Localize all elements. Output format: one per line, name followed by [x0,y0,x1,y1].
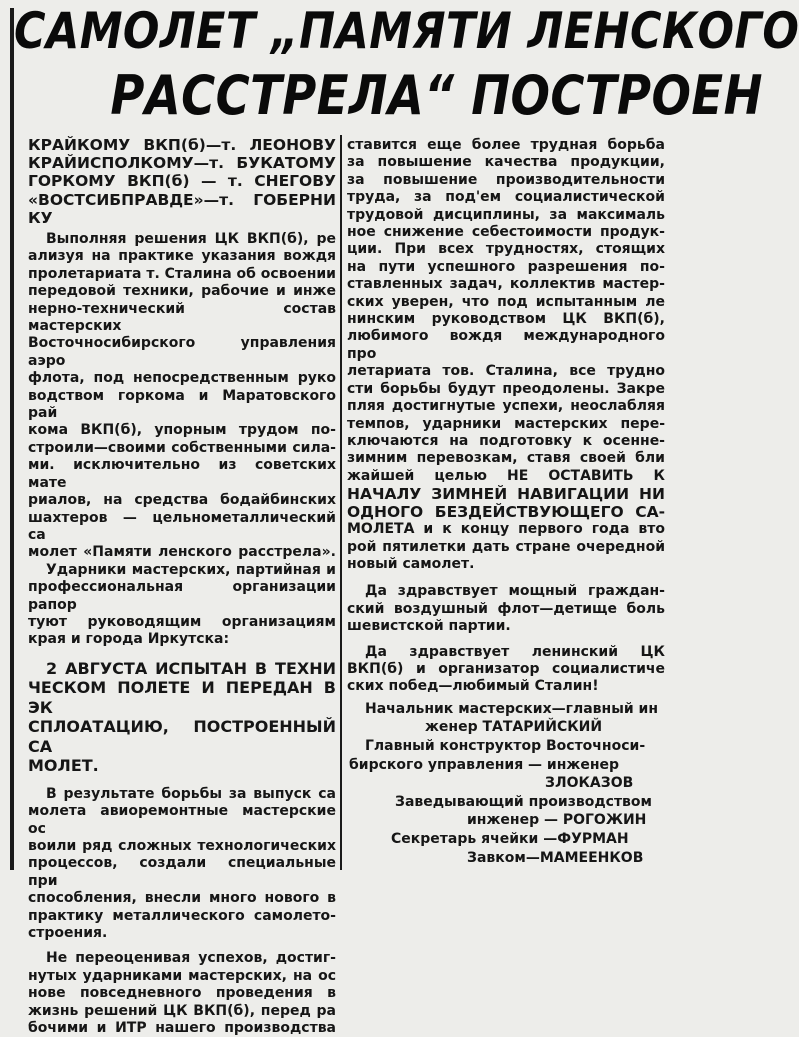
addressee-line: «ВОСТСИБПРАВДЕ»—т. ГОБЕРНИ [28,190,336,209]
text-line: способления, внесли много нового в [28,890,336,907]
text-line: рой пятилетки дать стране очередной [347,538,665,555]
paragraph-tasks [347,137,665,485]
paragraph-report [28,231,336,649]
text-line: пролетариата т. Сталина об освоении [28,265,336,282]
signature-line: инженер — РОГОЖИН [467,812,647,829]
text-line: молет «Памяти ленского расстрела». [28,544,336,561]
text-line: профессиональная организации рапор [28,579,336,613]
text-line: нутых ударниками мастерских, на ос [28,967,336,984]
text-line: любимого вождя международного про [347,328,665,362]
text-line: пляя достигнутые успехи, неослабляя [347,398,665,415]
text-line: воили ряд сложных технологических [28,837,336,854]
text-line: летариата тов. Сталина, все трудно [347,363,665,380]
text-line: зимним перевозкам, ставя своей бли [347,450,665,467]
pledge-line: НАЧАЛУ ЗИМНЕЙ НАВИГАЦИИ НИ [347,485,665,504]
signature-line: Секретарь ячейки —ФУРМАН [391,830,629,847]
text-line: ции. При всех трудностях, стоящих [347,241,665,258]
text-line: молета авиоремонтные мастерские ос [28,803,336,837]
text-line: бочими и ИТР нашего производства [28,1020,336,1037]
signature-line: Заведывающий производством [395,793,652,810]
text-line: флота, под непосредственным руко [28,370,336,387]
addressee-line: КРАЙИСПОЛКОМУ—т. БУКАТОМУ [28,154,336,173]
text-line: В результате борьбы за выпуск са [46,785,336,802]
text-line: за повышение качества продукции, [347,154,665,171]
text-line: ВКП(б) и организатор социалистиче [347,660,665,677]
text-line: Ударники мастерских, партийная и [46,561,336,578]
text-line: ских уверен, что под испытанным ле [347,293,665,310]
text-line: ских побед—любимый Сталин! [347,678,599,695]
addressee-line: КУ [28,208,53,227]
text-line: строения. [28,925,108,942]
text-line: трудовой дисциплины, за максималь [347,206,665,223]
announcement-line: СПЛОАТАЦИЮ, ПОСТРОЕННЫЙ СА [28,717,336,756]
text-line: ставится еще более трудная борьба [347,137,665,153]
signature-line: Главный конструктор Восточноси- [365,737,646,754]
text-line: практику металлического самолето- [28,907,336,924]
text-line: ализуя на практике указания вождя [28,248,336,265]
slogan-air-fleet [347,583,665,635]
text-line: Восточносибирского управления аэро [28,335,336,369]
pledge-line: ОДНОГО БЕЗДЕЙСТВУЮЩЕГО СА- [347,503,665,522]
text-line: ное снижение себестоимости продук- [347,224,665,241]
text-line: ставленных задач, коллектив мастер- [347,276,665,293]
text-line: края и города Иркутска: [28,631,230,648]
text-line: МОЛЕТА и к концу первого года вто [347,521,665,538]
text-line: процессов, создали специальные при [28,855,336,889]
text-line: шахтеров — цельнометаллический са [28,509,336,543]
signature-line: Завком—МАМЕЕНКОВ [467,849,644,866]
text-line: шевистской партии. [347,618,511,635]
paragraph-results [28,786,336,943]
text-line: туют руководящим организациям [28,613,336,630]
signature-line: бирского управления — инженер [349,756,620,773]
text-line: новый самолет. [347,555,475,572]
text-line: Да здравствует мощный граждан- [365,583,665,600]
slogan-central-committee [347,644,665,696]
text-line: нинским руководством ЦК ВКП(б), [347,311,665,328]
announcement-block [28,659,336,776]
text-line: Выполняя решения ЦК ВКП(б), ре [46,231,336,248]
text-line: жизнь решений ЦК ВКП(б), перед ра [28,1002,336,1019]
text-line: кома ВКП(б), упорным трудом по- [28,422,336,439]
paragraph-continuation [28,950,336,1037]
text-line: нерно-технический состав мастерских [28,300,336,335]
left-border-rule [10,8,14,870]
text-line: риалов, на средства бодайбинских [28,492,336,509]
signature-line: Начальник мастерских—главный ин [365,700,659,717]
addressee-line: ГОРКОМУ ВКП(б) — т. СНЕГОВУ [28,172,336,191]
announcement-line: ЧЕСКОМ ПОЛЕТЕ И ПЕРЕДАН В ЭК [28,678,336,717]
text-line: водством горкома и Маратовского рай [28,387,336,422]
text-line: нове повседневного проведения в [28,985,336,1002]
left-column [28,136,336,1037]
text-line: ский воздушный флот—детище боль [347,600,665,617]
text-line: ми. исключительно из советских мате [28,457,336,491]
signature-line: ЗЛОКАЗОВ [545,775,634,792]
announcement-line: 2 АВГУСТА ИСПЫТАН В ТЕХНИ [46,658,336,678]
text-line: ключаются на подготовку к осенне- [347,432,665,449]
text-line: строили—своими собственными сила- [28,439,336,456]
headline-line-1: САМОЛЕТ „ПАМЯТИ ЛЕНСКОГО [14,2,799,60]
text-line: Не переоценивая успехов, достиг- [46,950,336,967]
text-line: за повышение производительности [347,171,665,188]
text-line: Да здравствует ленинский ЦК [365,643,665,660]
text-line: передовой техники, рабочие и инже [28,283,336,300]
text-line: на пути успешного разрешения по- [347,258,665,275]
signature-line: женер ТАТАРИЙСКИЙ [425,719,603,736]
text-line: труда, за под'ем социалистической [347,189,665,206]
pledge-block [347,485,665,521]
addressee-line: КРАЙКОМУ ВКП(б)—т. ЛЕОНОВУ [28,136,336,154]
text-line: темпов, ударники мастерских пере- [347,415,665,432]
announcement-line: МОЛЕТ. [28,756,99,776]
signatures-block [347,700,665,867]
headline-line-2: РАССТРЕЛА“ ПОСТРОЕН [110,64,763,127]
column-divider [340,135,342,870]
text-line: сти борьбы будут преодолены. Закре [347,380,665,397]
addressee-block [28,136,336,227]
pledge-lead-line: жайшей целью НЕ ОСТАВИТЬ К [347,467,665,484]
right-column [347,137,665,867]
pledge-continuation [347,521,665,573]
